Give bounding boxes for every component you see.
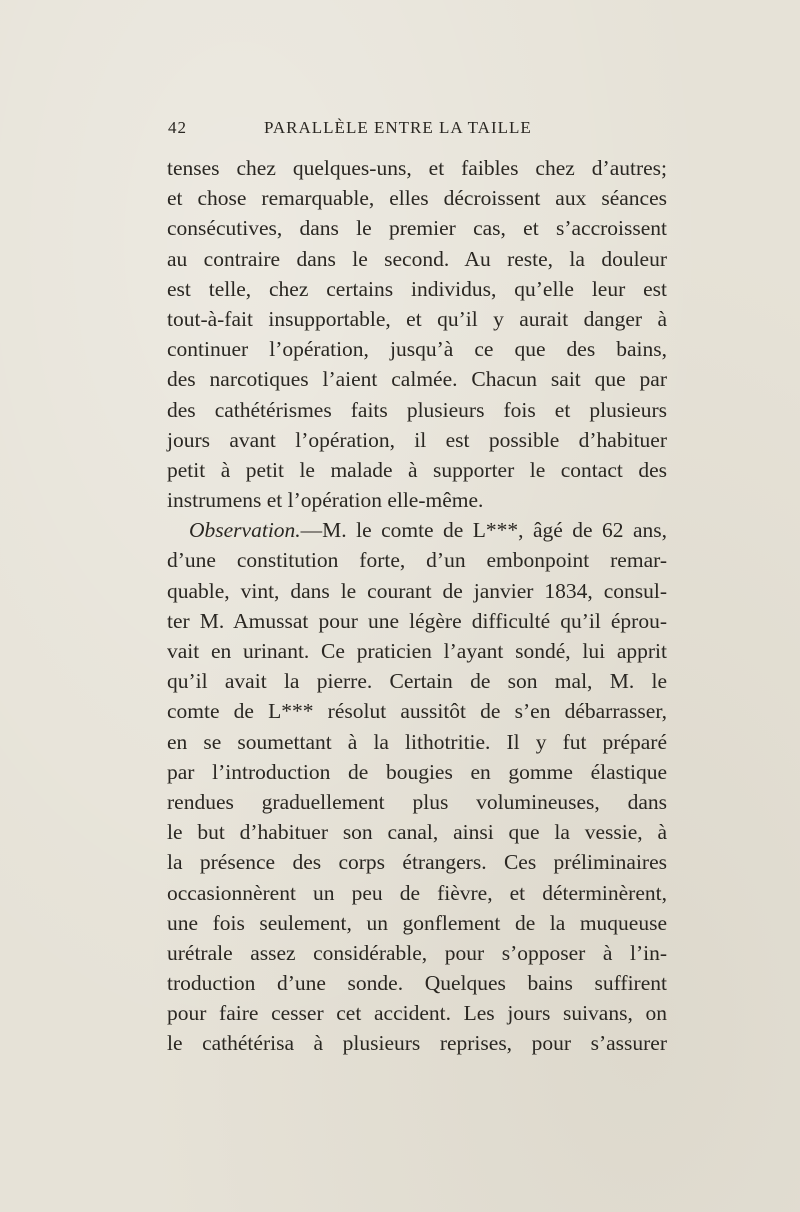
page-header <box>168 118 668 144</box>
text-line: comte de L*** résolut aussitôt de s’en débarrasser, <box>167 699 667 724</box>
text-line: petit à petit le malade à supporter le contact des <box>167 457 667 482</box>
text-line: des narcotiques l’aient calmée. Chacun sait que par <box>167 367 667 392</box>
observation-paragraph <box>167 515 667 1058</box>
text-line: qu’il avait la pierre. Certain de son mal, M. le <box>167 669 667 694</box>
text-line: continuer l’opération, jusqu’à ce que des bains, <box>167 337 667 362</box>
text-line: est telle, chez certains individus, qu’elle leur est <box>167 276 667 301</box>
text-line: troduction d’une sonde. Quelques bains suffirent <box>167 971 667 996</box>
text-line: tout-à-fait insupportable, et qu’il y aurait danger à <box>167 306 667 331</box>
text-line: une fois seulement, un gonflement de la muqueuse <box>167 910 667 935</box>
running-title: PARALLÈLE ENTRE LA TAILLE <box>264 118 532 137</box>
text-line: la présence des corps étrangers. Ces préliminaires <box>167 850 667 875</box>
observation-intro: —M. le comte de L***, âgé de 62 ans, <box>300 518 667 543</box>
text-line: occasionnèrent un peu de fièvre, et déterminèrent, <box>167 880 667 905</box>
text-line: au contraire dans le second. Au reste, la douleur <box>167 246 667 271</box>
text-line: quable, vint, dans le courant de janvier 1834, consul- <box>167 578 667 603</box>
text-line: jours avant l’opération, il est possible d’habituer <box>167 427 667 452</box>
page-number: 42 <box>168 118 187 137</box>
text-line: le but d’habituer son canal, ainsi que la vessie, à <box>167 820 667 845</box>
text-line: des cathétérismes faits plusieurs fois et plusieurs <box>167 397 667 422</box>
text-line: par l’introduction de bougies en gomme élastique <box>167 759 667 784</box>
observation-label: Observation. <box>189 518 301 543</box>
text-line: le cathétérisa à plusieurs reprises, pour s’assurer <box>167 1031 667 1056</box>
text-line: consécutives, dans le premier cas, et s’accroissent <box>167 216 667 241</box>
text-line: tenses chez quelques-uns, et faibles chez d’autres; <box>167 156 667 180</box>
text-line: urétrale assez considérable, pour s’opposer à l’in- <box>167 940 667 965</box>
text-line: ter M. Amussat pour une légère difficulté qu’il éprou- <box>167 608 667 633</box>
text-line: rendues graduellement plus volumineuses, dans <box>167 789 667 814</box>
text-line <box>167 515 667 545</box>
body-text <box>167 153 667 1059</box>
text-line: d’une constitution forte, d’un embonpoint remar- <box>167 548 667 573</box>
text-line: vait en urinant. Ce praticien l’ayant sondé, lui apprit <box>167 639 667 663</box>
paragraph <box>167 153 667 515</box>
text-line: en se soumettant à la lithotritie. Il y fut préparé <box>167 729 667 754</box>
text-line: pour faire cesser cet accident. Les jours suivans, on <box>167 1001 667 1026</box>
text-line: et chose remarquable, elles décroissent aux séances <box>167 186 667 211</box>
text-line: instrumens et l’opération elle-même. <box>167 488 484 513</box>
